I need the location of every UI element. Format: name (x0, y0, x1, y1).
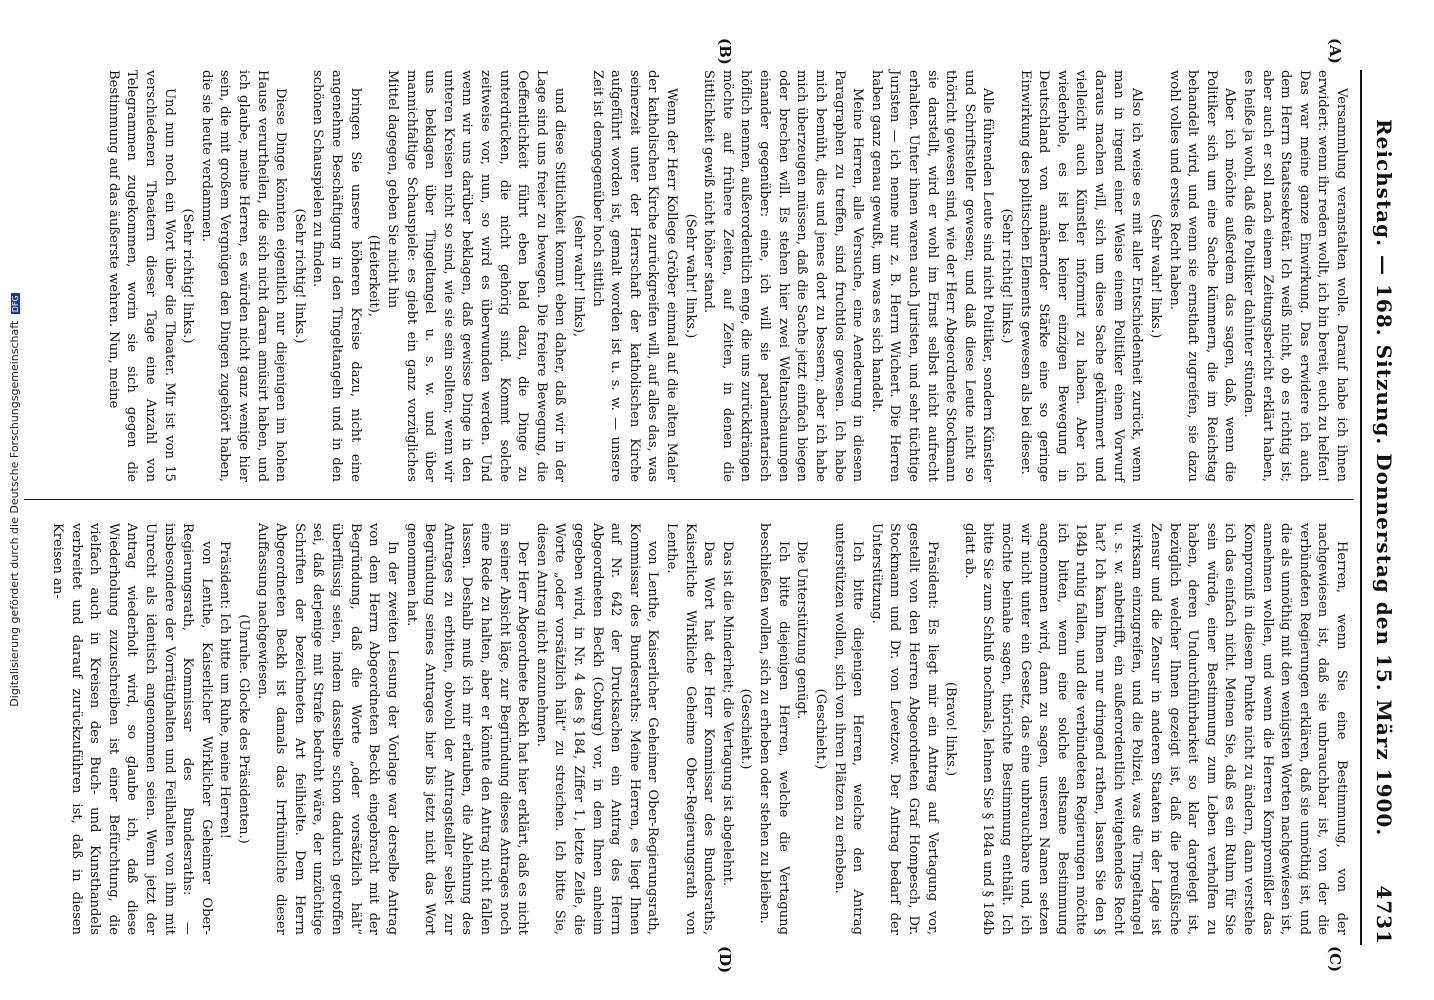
paragraph: Diese Dinge könnten eigentlich nur diejenigen im hohen Hause verurtheilen, die sich nicht daran amüsirt haben, und ich glaube, meine Herren, es würden nicht ganz wenige hier sein, die mit großem Vergnügen den Dingen zugehört haben, die sie heute verdammen. (198, 70, 289, 482)
interjection: (Geschieht.) (812, 688, 828, 770)
margin-marker-d: (D) (716, 946, 734, 974)
paragraph: Präsident: Ich bitte um Ruhe, meine Herren! (217, 541, 233, 839)
paragraph: Meine Herren, alle Versuche, eine Aenderung in diesem Paragraphen zu treffen, sind fruchtlos gewesen. Ich habe mich bemüht, dies und jenes dort zu bessern; aber ich habe mich überzeugen müssen, daß die Sache jetzt einfach biegen oder brechen will. Es stehen hier zwei Weltanschauungen einander gegenüber: eine, ich will sie parlamentarisch höflich nennen, außerordentlich enge, die uns zurückdrängen möchte auf frühere Zeiten, auf Zeiten, in denen die Sittlichkeit gewiß nicht höher stand. (701, 70, 866, 482)
dfg-logo: DFG (11, 295, 20, 313)
paragraph: Wenn der Herr Kollege Gröber einmal auf die alten Maler der katholischen Kirche zurückgreifen will, auf alles das, was seinerzeit unter der Herrschaft der katholischen Kirche aufgeführt worden ist, gemalt worden ist u. s. w. — unsere Zeit ist demgegenüber hoch sittlich (589, 70, 680, 482)
footer-text: Digitalisierung gefördert durch die Deutsche Forschungsgemeinschaft (8, 320, 21, 707)
page-header (1364, 70, 1404, 945)
interjection: (Sehr richtig! links.) (180, 208, 196, 344)
paragraph: Ich bitte diejenigen Herren, welche die Vertagung beschließen wollen, sich zu erheben oder stehen zu bleiben. (757, 523, 791, 935)
paragraph: Ich bitte diejenigen Herren, welche den Antrag unterstützen wollen, sich von ihren Plätzen zu erheben. (831, 523, 866, 935)
right-column (47, 523, 1350, 935)
paragraph: Aber ich möchte außerdem das sagen, daß, wenn die Politiker sich um eine Sache kümmern, die im Reichstag behandelt wird, und wenn sie ernsthaft zugreifen, sie dazu wohl volles und erstes Recht haben. (1166, 70, 1238, 482)
paragraph: Die Unterstützung genügt. (794, 541, 810, 720)
header-rule (1360, 70, 1362, 945)
interjection: (Sehr richtig! links.) (999, 208, 1015, 344)
footer (8, 0, 22, 1000)
margin-marker-b: (B) (716, 38, 734, 65)
paragraph: Und nun noch ein Wort über die Theater. Mir ist von 15 verschiedenen Theatern dieser Tage eine Anzahl von Telegrammen zugekommen, worin sie sich gegen die Bestimmung auf das äußerste wehren. Nun, meine (105, 70, 177, 482)
paragraph: Der Herr Abgeordnete Beckh hat hier erklärt, daß es nicht in seiner Absicht läge, zur Begründung dieses Antrages noch eine Rede zu halten, aber er könnte den Antrag nicht fallen lassen. Deshalb muß ich mir erlauben, die Ablehnung des Antrages zu erbitten, obwohl der Antragsteller selbst zur Begründung seines Antrages hier bis jetzt nicht das Wort genommen hat. (403, 523, 531, 935)
paragraph: In der zweiten Lesung der Vorlage war derselbe Antrag von dem Herrn Abgeordneten Beckh eingebracht mit der Begründung, daß die Worte „oder vorsätzlich hält“ überflüssig seien, indem dasselbe schon dadurch getroffen sei, daß derjenige mit Strafe bedroht wäre, der unzüchtige Schriften der bezeichneten Art feilhielte. Dem Herrn Abgeordneten Beckh ist damals das Irrthümliche dieser Auffassung nachgewiesen. (254, 523, 400, 935)
column-separator (24, 499, 1354, 500)
paragraph: Herren, wenn Sie eine Bestimmung, von der nachgewiesen ist, daß sie unbrauchbar ist, von der die verbündeten Regierungen erklären, daß sie unnöthig ist, und die als unnöthig mit den wenigsten Worten nachgewiesen ist, annehmen wollen, und wenn die Herren Kompromißler das Kompromiß in diesem Punkte nicht zu ändern, dann verstehe ich das einfach nicht. Meinen Sie, daß es ein Ruhm für Sie sein würde, einer Bestimmung zum Leben verholfen zu haben, deren Undurchführbarkeit so klar dargelegt ist, bezüglich welcher Ihnen gezeigt ist, daß die preußische Zensur und die Zensur in anderen Staaten in der Lage ist wirksam einzugreifen, und die Polizei, was die Tingeltangel u. s. w. anbetrifft, ein außerordentlich weitgehendes Recht hat? Ich kann Ihnen nur dringend rathen, lassen Sie den § 184b ruhig fallen, und die verbündeten Regierungen möchte ich bitten, wenn eine solche seltsame Bestimmung angenommen wird, dann zu sagen, unseren Namen setzen wir nicht unter ein Gesetz, das eine unbrauchbare und, ich möchte beinahe sagen, thörichte Bestimmung enthält. Ich bitte Sie zum Schluß nochmals, lehnen Sie § 184a und § 184b glatt ab. (961, 523, 1349, 935)
left-column (103, 70, 1350, 482)
paragraph: von Lenthe, Kaiserlicher Wirklicher Geheimer Ober-Regierungsrath, Kommissar des Bundesraths: — insbesondere der Vorrätighalten und Feilhalten von ihm mit Unrecht als identisch angenommen seien. Wenn jetzt der Antrag wiederholt wird, so glaube ich, daß diese Wiederholung zuzuschreiben ist einer Befürchtung, die vielfach auch in Kreisen des Buch- und Kunsthandels verbreitet und darauf zurückzuführen ist, daß in diesen Kreisen an- (49, 523, 214, 935)
paragraph: bringen Sie unsere höheren Kreise dazu, nicht eine angenehme Beschäftigung in den Tingeltangeln und in den schönen Schauspielen zu finden. (310, 70, 363, 482)
paragraph: Das Wort hat der Herr Kommissar des Bundesraths, Kaiserliche Wirkliche Geheime Ober-Regierungsrath von Lenthe. (664, 523, 717, 935)
paragraph: von Lenthe, Kaiserlicher Geheimer Ober-Regierungsrath, Kommissar des Bundesraths: Meine Herren, es liegt Ihnen auf Nr. 642 der Drucksachen ein Antrag des Herrn Abgeordneten Beckh (Coburg) vor, in dem Ihnen anheim gegeben wird, in Nr. 4 des § 184, Ziffer 1, letzte Zeile, die Worte „oder vorsätzlich hält“ zu streichen. Ich bitte Sie, diesen Antrag nicht anzunehmen. (533, 523, 661, 935)
interjection: (Heiterkeit), (366, 234, 382, 318)
interjection: (Sehr richtig! links.) (291, 208, 307, 344)
paragraph: Also ich weise es mit aller Entschiedenheit zurück, wenn man in irgend einer Weise einem Politiker einen Vorwurf daraus machen will, sich um diese Sache gekümmert und vielleicht auch Künstler informirt zu haben. Aber ich wiederhole, es ist bei keiner einzigen Bewegung in Deutschland von annähernder Stärke eine so geringe Einwirkung des politischen Elements gewesen als bei dieser. (1017, 70, 1145, 482)
paragraph: Das ist die Minderheit; die Vertagung ist abgelehnt. (719, 541, 735, 887)
page-number: 4731 (1372, 885, 1396, 945)
margin-marker-a: (A) (1326, 38, 1344, 64)
margin-marker-c: (C) (1326, 946, 1344, 973)
interjection: (Unruhe. Glocke des Präsidenten.) (236, 614, 252, 844)
paragraph: Alle führenden Leute sind nicht Politiker, sondern Künstler und Schriftsteller gewesen; und daß diese Leute nicht so thöricht gewesen sind, wie der Herr Abgeordnete Stockmann sie darstellt, wird er wohl im Ernst selbst nicht aufrecht erhalten. Unter ihnen waren auch Juristen, und sehr tüchtige Juristen — ich nenne nur z. B. Herrn Wichert. Die Herren haben ganz genau gewußt, um was es sich handelt. (868, 70, 996, 482)
interjection: (Bravo! links.) (943, 681, 959, 777)
interjection: (sehr wahr! links), (571, 214, 587, 338)
interjection: (Sehr wahr! links.) (1147, 213, 1163, 339)
paragraph: Versammlung veranstalten wolle. Darauf habe ich ihnen erwidert: wenn ihr reden wollt, ich bin bereit, euch zu helfen! Das war meine ganze Einwirkung. Das erwidere ich auch dem Herrn Staatssekretär. Ich weiß nicht, ob es richtig ist; aber auch er soll nach einem Zeitungsbericht erklärt haben, es heiße ja wohl, daß die Politiker dahinter stünden. (1240, 70, 1349, 482)
interjection: (Geschieht.) (738, 688, 754, 770)
paragraph: und diese Sittlichkeit kommt eben daher, daß wir in der Lage sind uns freier zu bewegen. Die freiere Bewegung, die Oeffentlichkeit führt eben bald dazu, die Dinge zu unterdrücken, die nicht gehörig sind. Kommt solche zeitweise vor, nun, so wird es überwunden werden. Und wenn wir uns darüber beklagen, daß gewisse Dinge in den unteren Kreisen nicht so sind, wie sie sein sollten; wenn wir uns beklagen über Tingeltangel u. s. w. und über mannichfaltige Schauspiele: es giebt ein ganz vorzügliches Mittel dagegen, geben Sie nicht hin (384, 70, 568, 482)
paragraph: Präsident: Es liegt mir ein Antrag auf Vertagung vor, gestellt von den Herren Abgeordneten Graf Hompesch, Dr. Stockmann und Dr. von Levetzow. Der Antrag bedarf der Unterstützung. (868, 523, 940, 935)
interjection: (Sehr wahr! links.) (682, 213, 698, 339)
page-title: Reichstag. — 168. Sitzung. Donnerstag den 15. März 1900. (1372, 119, 1396, 837)
